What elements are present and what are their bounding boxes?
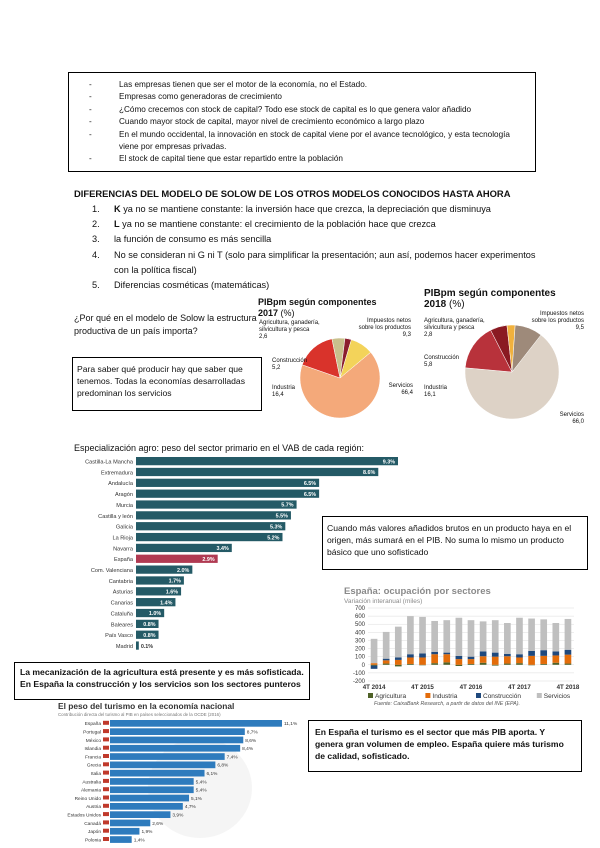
pie-2018-unit: (%) xyxy=(449,299,465,310)
employment-bar-segment xyxy=(540,656,547,664)
tourism-country-label: México xyxy=(85,738,101,744)
tourism-value-label: 8,7% xyxy=(246,730,258,736)
tourism-country-label: Islandia xyxy=(84,747,101,753)
agro-category-label: Cataluña xyxy=(110,611,133,618)
country-flag-icon xyxy=(103,771,109,775)
employment-bar-segment xyxy=(371,665,378,666)
employment-ytick: 400 xyxy=(354,630,365,637)
employment-xtick: 4T 2016 xyxy=(459,684,483,691)
tourism-bar xyxy=(110,778,194,785)
employment-legend-label: Agricultura xyxy=(375,693,407,700)
pie-2018-servicios-label xyxy=(544,412,584,426)
tourism-bar xyxy=(110,770,205,777)
tourism-country-label: Reino Unido xyxy=(74,796,101,802)
employment-ytick: 600 xyxy=(354,614,365,621)
pie-2017-agri-value: 2,6 xyxy=(259,334,268,341)
agro-category-label: País Vasco xyxy=(105,633,133,640)
pie-2017-impuestos-label xyxy=(355,318,411,340)
employment-bar-segment xyxy=(395,665,402,667)
employment-bar-segment xyxy=(516,663,523,665)
pie-2018-servicios-text: Servicios xyxy=(559,412,584,418)
employment-bar-segment xyxy=(504,654,511,656)
employment-bar-segment xyxy=(480,656,487,662)
employment-bar-segment xyxy=(540,619,547,650)
difference-lead: L xyxy=(114,219,120,230)
employment-ytick: 500 xyxy=(354,622,365,629)
agro-value-label: 6.5% xyxy=(303,481,317,487)
employment-ytick: 700 xyxy=(354,606,365,612)
difference-item xyxy=(92,232,542,247)
employment-bar-segment xyxy=(480,663,487,665)
tourism-country-label: Portugal xyxy=(83,730,101,736)
tourism-bar xyxy=(110,836,132,843)
summary-bullet: - ¿Cómo crecemos con stock de capital? Todo ese stock de capital es lo que genera valor añadido xyxy=(89,104,529,116)
tourism-country-label: Italia xyxy=(90,772,101,777)
pie-2017-title-text: PIBpm según componentes 2017 xyxy=(258,297,377,318)
explain-text: Para saber qué producir hay que saber que tenemos. Todas la economías desarrolladas predominan los servicios xyxy=(77,364,245,399)
agro-bar xyxy=(136,468,378,476)
agro-value-label: 8.6% xyxy=(362,470,376,477)
explain-box xyxy=(72,357,262,411)
agro-bar xyxy=(136,479,319,487)
tourism-bar xyxy=(110,753,225,760)
pie-2018-agri-value: 2,8 xyxy=(424,332,433,339)
pie-2017-agri-text: Agricultura, ganadería, silvicultura y pesca xyxy=(259,320,320,334)
difference-text: la función de consumo es más sencilla xyxy=(114,234,272,245)
question-text: ¿Por qué en el modelo de Solow la estructura productiva de un país importa? xyxy=(74,313,257,336)
top-summary-box xyxy=(68,72,536,172)
employment-bar-segment xyxy=(407,654,414,657)
tourism-country-label: Australia xyxy=(82,780,101,786)
agro-value-label: 0.1% xyxy=(140,643,154,650)
employment-bar-segment xyxy=(371,666,378,669)
employment-bar-segment xyxy=(492,620,499,652)
agro-bar xyxy=(136,522,285,530)
tourism-country-label: Francia xyxy=(85,755,101,761)
employment-bar-segment xyxy=(528,619,535,651)
employment-bar-segment xyxy=(443,662,450,664)
employment-bar-segment xyxy=(540,664,547,665)
agro-category-label: Baleares xyxy=(110,622,133,629)
agro-category-label: Asturias xyxy=(112,589,133,596)
pie-2018-industria-label xyxy=(424,385,447,399)
differences-list xyxy=(92,202,542,293)
pie-2017-industria-value: 16,4 xyxy=(272,392,284,399)
tourism-bar xyxy=(110,803,183,810)
country-flag-icon xyxy=(103,729,109,733)
pie-2017-construccion-text: Construcción xyxy=(272,358,308,364)
country-flag-icon xyxy=(103,762,109,766)
agro-category-label: Aragón xyxy=(114,492,133,499)
tourism-value-label: 2,6% xyxy=(152,821,164,827)
top-bullet-list xyxy=(89,79,529,166)
difference-item xyxy=(92,202,542,217)
employment-bar-segment xyxy=(516,618,523,655)
employment-bar-segment xyxy=(456,659,463,665)
employment-bar-segment xyxy=(419,657,426,664)
difference-text: No se consideran ni G ni T (solo para simplificar la presentación; aun así, podemos hacer experimentos con la política fiscal) xyxy=(114,249,536,275)
employment-bar-segment xyxy=(407,664,414,665)
country-flag-icon xyxy=(103,812,109,816)
tourism-text: En España el turismo es el sector que más PIB aporta. Y genera gran volumen de empleo. España quiere más turismo de calidad, sofisticado. xyxy=(315,727,564,762)
tourism-bar xyxy=(110,745,240,752)
tourism-value-label: 1,9% xyxy=(141,830,153,836)
difference-item xyxy=(92,248,542,278)
summary-bullet: - En el mundo occidental, la innovación en stock de capital viene por el avance tecnológico, y esta tecnología viene por empresas privadas. xyxy=(89,129,529,154)
employment-bar-segment xyxy=(528,651,535,656)
employment-bar-segment xyxy=(516,654,523,657)
employment-bar-segment xyxy=(504,656,511,663)
employment-bar-segment xyxy=(407,616,414,654)
pie-2017-servicios-text: Servicios xyxy=(388,383,413,389)
agro-category-label: Castilla-La Mancha xyxy=(85,459,133,466)
employment-bar-segment xyxy=(552,663,559,665)
summary-bullet: - El stock de capital tiene que estar repartido entre la población xyxy=(89,153,529,165)
employment-bar-segment xyxy=(504,664,511,665)
summary-bullet: - Las empresas tienen que ser el motor de la economía, no el Estado. xyxy=(89,79,529,91)
tourism-value-label: 6,1% xyxy=(206,772,218,777)
employment-bar-segment xyxy=(468,664,475,665)
tourism-bar xyxy=(110,786,194,793)
agro-category-label: Canarias xyxy=(110,600,133,607)
employment-bar-segment xyxy=(565,655,572,664)
pie-2018-construccion-text: Construcción xyxy=(424,355,460,361)
employment-ytick: -200 xyxy=(352,679,365,685)
tourism-bar xyxy=(110,720,282,727)
agro-value-label: 3.4% xyxy=(216,546,229,553)
employment-xtick: 4T 2014 xyxy=(362,684,386,691)
pie-2018-impuestos-value: 9,5 xyxy=(575,325,584,332)
employment-bar-segment xyxy=(431,654,438,663)
pie-2017-construccion-value: 5,2 xyxy=(272,365,281,372)
pie-2017-impuestos-text: Impuestos netos sobre los productos xyxy=(358,318,411,332)
agro-value-label: 5.2% xyxy=(267,535,280,542)
employment-legend-swatch xyxy=(476,693,481,698)
agro-bar xyxy=(136,490,319,498)
agro-category-label: Com. Valenciana xyxy=(90,568,133,574)
employment-xtick: 4T 2015 xyxy=(411,684,434,691)
employment-bar-segment xyxy=(443,653,450,655)
tourism-country-label: Estados Unidos xyxy=(67,813,101,819)
pie-2018-title xyxy=(424,288,574,310)
mechanization-box xyxy=(14,662,310,700)
employment-ytick: 200 xyxy=(354,646,365,653)
difference-lead: K xyxy=(114,204,121,214)
tourism-value-label: 11,1% xyxy=(284,722,298,728)
country-flag-icon xyxy=(103,721,109,725)
employment-bar-segment xyxy=(540,650,547,656)
employment-bar-segment xyxy=(395,627,402,658)
pie-2017-title xyxy=(258,297,378,319)
agro-value-label: 6.5% xyxy=(303,491,317,498)
employment-bar-segment xyxy=(468,659,475,664)
agro-category-label: Cantabria xyxy=(108,578,133,585)
employment-bar-segment xyxy=(383,660,390,663)
employment-bar-segment xyxy=(565,664,572,665)
employment-legend-swatch xyxy=(425,693,430,698)
agro-value-label: 0.8% xyxy=(143,632,156,639)
agro-category-label: Madrid xyxy=(115,643,133,650)
agro-bar xyxy=(136,511,291,519)
employment-bar-segment xyxy=(443,620,450,652)
pie-2017-servicios-value: 66,4 xyxy=(401,390,413,397)
employment-bar-segment xyxy=(492,665,499,666)
pie-2018-construccion-value: 5,8 xyxy=(424,362,433,369)
employment-bar-segment xyxy=(516,657,523,663)
difference-text: Diferencias cosméticas (matemáticas) xyxy=(114,280,270,291)
employment-bar-segment xyxy=(456,665,463,666)
agro-bar xyxy=(136,533,282,541)
agro-category-label: Murcia xyxy=(116,502,133,509)
tourism-bar xyxy=(110,795,189,802)
employment-legend-swatch xyxy=(537,693,542,698)
employment-bar-segment xyxy=(492,657,499,665)
employment-bar-segment xyxy=(371,663,378,665)
employment-bar-segment xyxy=(528,665,535,666)
employment-bar-segment xyxy=(431,652,438,654)
tourism-value-label: 5,4% xyxy=(195,780,207,786)
summary-bullet: - Cuando mayor stock de capital, mayor nivel de crecimiento económico a largo plazo xyxy=(89,116,529,128)
tourism-bar xyxy=(110,820,150,827)
pie-2017-unit: (%) xyxy=(280,308,295,318)
employment-bar-segment xyxy=(480,621,487,651)
agro-value-label: 5.7% xyxy=(281,502,294,509)
agro-value-label: 0.8% xyxy=(143,622,156,629)
country-flag-icon xyxy=(103,820,109,824)
employment-bar-segment xyxy=(419,665,426,666)
tourism-bar xyxy=(110,811,170,818)
employment-bar-segment xyxy=(395,660,402,665)
difference-item xyxy=(92,217,542,232)
employment-bar-segment xyxy=(468,620,475,657)
tourism-country-label: Polonia xyxy=(84,838,101,844)
difference-number: 1. xyxy=(92,204,100,214)
country-flag-icon xyxy=(103,796,109,800)
employment-legend-swatch xyxy=(368,693,373,698)
country-flag-icon xyxy=(103,737,109,741)
employment-bar-segment xyxy=(552,623,559,651)
difference-number: 5. xyxy=(92,280,100,291)
tourism-bar xyxy=(110,762,215,769)
tourism-bar xyxy=(110,737,243,744)
employment-chart xyxy=(340,584,585,706)
summary-bullet: - Empresas como generadoras de crecimiento xyxy=(89,91,529,103)
tourism-country-label: Canadá xyxy=(84,821,101,827)
pie-2018-impuestos-label xyxy=(528,311,584,333)
tourism-value-label: 8,6% xyxy=(245,738,257,744)
agro-value-label: 1.6% xyxy=(165,589,179,596)
differences-title: DIFERENCIAS DEL MODELO DE SOLOW DE LOS OTROS MODELOS CONOCIDOS HASTA AHORA xyxy=(74,188,511,199)
agro-category-label: España xyxy=(114,557,133,564)
employment-bar-segment xyxy=(552,651,559,655)
employment-subtitle: Variación interanual (miles) xyxy=(344,598,423,605)
difference-text: ya no se mantiene constante: la inversión hace que crezca, la depreciación que disminuya xyxy=(120,204,491,214)
pie-2018-industria-value: 16,1 xyxy=(424,392,436,399)
tourism-country-label: Austria xyxy=(86,805,101,811)
employment-bar-segment xyxy=(504,623,511,654)
tourism-country-label: Alemania xyxy=(81,788,101,794)
agro-value-label: 5.5% xyxy=(275,513,288,520)
agro-value-label: 5.3% xyxy=(270,524,283,531)
employment-bar-segment xyxy=(443,654,450,662)
tourism-chart xyxy=(50,700,300,848)
tourism-value-label: 5,1% xyxy=(191,796,202,802)
tourism-value-label: 4,7% xyxy=(184,805,196,811)
agro-value-label: 1.4% xyxy=(160,600,173,607)
tourism-title: El peso del turismo en la economía nacional xyxy=(58,701,235,711)
employment-bar-segment xyxy=(407,657,414,663)
employment-legend-label: Servicios xyxy=(543,693,571,700)
agro-value-label: 2.9% xyxy=(202,556,215,563)
employment-bar-segment xyxy=(456,656,463,659)
tourism-value-label: 8,4% xyxy=(242,747,254,753)
tourism-bar xyxy=(110,728,245,735)
agro-category-label: Andalucía xyxy=(108,481,133,488)
employment-bar-segment xyxy=(565,619,572,650)
pie-2018-industria-text: Industria xyxy=(424,385,448,391)
country-flag-icon xyxy=(103,804,109,808)
tourism-value-label: 7,4% xyxy=(226,755,238,761)
employment-bar-segment xyxy=(371,639,378,663)
employment-title: España: ocupación por sectores xyxy=(344,586,491,597)
employment-bar-segment xyxy=(383,659,390,661)
employment-legend-label: Construcción xyxy=(483,693,521,700)
agro-category-label: La Rioja xyxy=(112,535,133,542)
employment-bar-segment xyxy=(431,621,438,652)
employment-bar-segment xyxy=(528,656,535,665)
tourism-box xyxy=(308,720,582,772)
pie-2017-agri-label xyxy=(259,320,329,342)
value-box-text: Cuando más valores añadidos brutos en un producto haya en el origen, más sumará en el PIB. No suma lo mismo un producto básico que uno sofisticado xyxy=(327,523,572,558)
employment-bar-segment xyxy=(565,650,572,655)
pie-2018-construccion-label xyxy=(424,355,459,369)
employment-ytick: 100 xyxy=(354,654,365,661)
country-flag-icon xyxy=(103,754,109,758)
agro-bar xyxy=(136,500,297,508)
employment-bar-segment xyxy=(468,657,475,659)
country-flag-icon xyxy=(103,829,109,833)
pie-2017-industria-text: Industria xyxy=(272,385,296,391)
agro-value-label: 2.0% xyxy=(177,567,190,574)
mechanization-text: La mecanización de la agricultura está presente y es más sofisticada. En España la construcción y los servicios son los sectores punteros xyxy=(20,667,304,690)
tourism-value-label: 6,8% xyxy=(217,763,229,769)
employment-bar-segment xyxy=(383,632,390,659)
agro-value-label: 1.7% xyxy=(168,578,181,585)
tourism-value-label: 1,4% xyxy=(133,838,145,844)
agro-category-label: Galicia xyxy=(115,524,133,531)
employment-source: Fuente: CaixaBank Research, a partir de datos del INE (EPA). xyxy=(374,701,520,706)
country-flag-icon xyxy=(103,746,109,750)
pie-2018-title-text: PIBpm según componentes 2018 xyxy=(424,288,556,310)
pie-2017-industria-label xyxy=(272,385,295,399)
agro-title: Especialización agro: peso del sector primario en el VAB de cada región: xyxy=(74,443,364,453)
agro-value-label: 1.0% xyxy=(148,611,162,618)
difference-number: 3. xyxy=(92,234,100,245)
value-box xyxy=(322,516,588,570)
employment-bar-segment xyxy=(419,653,426,657)
tourism-country-label: Japón xyxy=(87,830,101,836)
tourism-country-label: Grecia xyxy=(86,763,101,769)
pie-2018-servicios-value: 66,0 xyxy=(572,419,584,426)
employment-bar-segment xyxy=(383,664,390,665)
tourism-bar xyxy=(110,828,139,835)
employment-bar-segment xyxy=(431,663,438,665)
employment-bar-segment xyxy=(395,657,402,659)
agro-category-label: Extremadura xyxy=(100,470,133,477)
employment-ytick: 0 xyxy=(361,662,365,669)
tourism-country-label: España xyxy=(84,722,101,728)
employment-bar-segment xyxy=(419,617,426,654)
pie-2018-agri-text: Agricultura, ganadería, silvicultura y pesca xyxy=(424,318,485,332)
agro-category-label: Castilla y león xyxy=(98,513,133,520)
tourism-value-label: 5,4% xyxy=(195,788,207,794)
pie-2018-impuestos-text: Impuestos netos sobre los productos xyxy=(531,311,584,325)
employment-bar-segment xyxy=(480,651,487,656)
employment-bar-segment xyxy=(552,655,559,662)
country-flag-icon xyxy=(103,779,109,783)
agro-bar xyxy=(136,641,139,649)
difference-number: 2. xyxy=(92,219,100,230)
pie-2017-servicios-label xyxy=(383,383,413,397)
difference-text: ya no se mantiene constante: el crecimiento de la población hace que crezca xyxy=(119,219,436,230)
tourism-value-label: 3,9% xyxy=(172,813,184,819)
pie-2017-construccion-label xyxy=(272,358,307,372)
employment-ytick: 300 xyxy=(354,638,365,645)
pie-2018-agri-label xyxy=(424,318,494,340)
difference-number: 4. xyxy=(92,249,100,260)
employment-bar-segment xyxy=(456,618,463,656)
country-flag-icon xyxy=(103,787,109,791)
employment-xtick: 4T 2018 xyxy=(556,684,580,691)
country-flag-icon xyxy=(103,837,109,841)
agro-category-label: Navarra xyxy=(113,546,133,553)
employment-bar-segment xyxy=(492,653,499,657)
tourism-subtitle: Contribución directa del turismo al PIB en países seleccionados de la OCDE (2016) xyxy=(58,712,221,717)
employment-xtick: 4T 2017 xyxy=(508,684,531,691)
agro-value-label: 9.3% xyxy=(382,459,395,466)
employment-legend-label: Industria xyxy=(432,693,458,700)
employment-ytick: -100 xyxy=(352,670,365,677)
agro-bar xyxy=(136,457,398,465)
pie-2017-impuestos-value: 9,3 xyxy=(402,332,411,339)
